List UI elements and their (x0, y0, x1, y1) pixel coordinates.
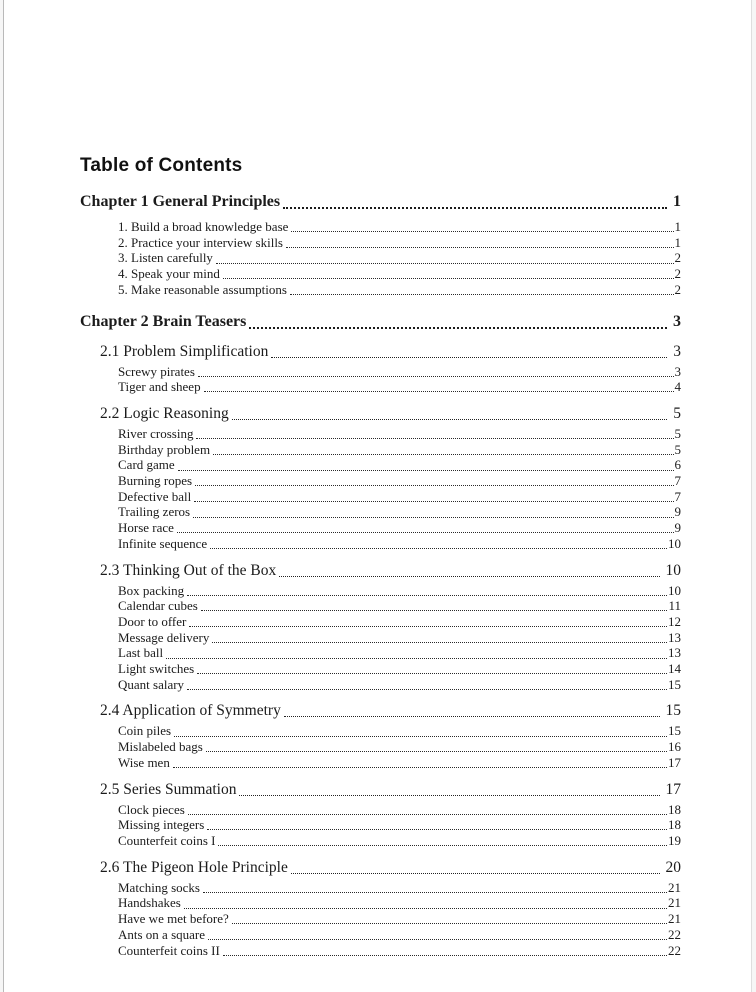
toc-entry-page: 16 (668, 739, 681, 755)
toc-entry-page: 21 (668, 895, 681, 911)
toc-entry-label: Door to offer (118, 613, 187, 629)
dot-leader (208, 939, 667, 940)
toc-entry-page: 10 (668, 582, 681, 598)
toc-entry-label: Horse race (118, 520, 174, 536)
toc-entry-item (80, 219, 681, 235)
toc-entry-label: Light switches (118, 661, 195, 677)
dot-leader (290, 294, 674, 295)
toc-entry-page: 10 (668, 535, 681, 551)
toc-entry-page: 13 (668, 645, 681, 661)
toc-entry-page: 1 (674, 234, 681, 250)
toc-entry-label: Screwy pirates (118, 363, 195, 379)
toc-entry-page: 17 (665, 780, 681, 798)
toc-entry-page: 1 (674, 219, 681, 234)
toc-entry-item (80, 943, 681, 959)
dot-leader (249, 327, 667, 329)
dot-leader (187, 689, 667, 690)
toc-entry-label: 2.1 Problem Simplification (100, 342, 269, 360)
toc-entry-item (80, 723, 681, 739)
toc-entry-item (80, 473, 681, 489)
page-title: Table of Contents (80, 155, 243, 176)
dot-leader (193, 517, 673, 518)
dot-leader (291, 873, 660, 874)
toc-entry-label: Last ball (118, 645, 164, 661)
toc-entry-chapter (80, 311, 681, 333)
toc-entry-page: 13 (668, 629, 681, 645)
toc-entry-page: 7 (674, 488, 681, 504)
toc-entry-label: 2.5 Series Summation (100, 780, 237, 798)
toc-entry-page: 21 (668, 879, 681, 895)
dot-leader (210, 548, 667, 549)
toc-entry-label: Counterfeit coins II (118, 942, 220, 958)
toc-entry-section (80, 341, 681, 362)
toc-entry-page: 2 (674, 266, 681, 282)
dot-leader (223, 278, 674, 279)
toc-entry-label: Clock pieces (118, 801, 185, 817)
toc-entry-page: 19 (668, 832, 681, 848)
toc-entry-label: 3. Listen carefully (118, 250, 213, 266)
toc-entry-item (80, 598, 681, 614)
toc-entry-label: River crossing (118, 425, 194, 441)
toc-entry-label: 2.3 Thinking Out of the Box (100, 561, 277, 579)
toc-entry-label: Trailing zeros (118, 504, 191, 520)
toc-entry-item (80, 630, 681, 646)
toc-entry-label: Burning ropes (118, 473, 193, 489)
dot-leader (184, 908, 667, 909)
dot-leader (216, 263, 674, 264)
toc-entry-section (80, 403, 681, 424)
toc-entry-page: 20 (665, 858, 681, 876)
toc-entry-page: 14 (668, 661, 681, 677)
toc-entry-label: 5. Make reasonable assumptions (118, 281, 287, 297)
toc-entry-item (80, 426, 681, 442)
toc-entry-section (80, 779, 681, 800)
toc-entry-item (80, 927, 681, 943)
dot-leader (223, 955, 667, 956)
toc-entry-page: 22 (668, 926, 681, 942)
toc-entry-page: 5 (673, 404, 681, 422)
toc-entry-label: Birthday problem (118, 441, 211, 457)
dot-leader (204, 391, 674, 392)
toc-entry-page: 15 (665, 702, 681, 720)
toc-entry-item (80, 282, 681, 298)
toc-entry-item (80, 536, 681, 552)
toc-entry-item (80, 520, 681, 536)
toc-entry-item (80, 645, 681, 661)
toc-entry-label: 4. Speak your mind (118, 266, 220, 282)
toc-entry-label: Handshakes (118, 895, 181, 911)
toc-entry-label: Chapter 2 Brain Teasers (80, 312, 247, 330)
toc-entry-label: Tiger and sheep (118, 379, 201, 395)
toc-entry-item (80, 895, 681, 911)
toc-entry-page: 2 (674, 250, 681, 266)
toc-entry-item (80, 583, 681, 599)
toc-entry-item (80, 504, 681, 520)
page-content (80, 0, 681, 992)
toc-entry-label: Coin piles (118, 723, 172, 739)
toc-entry-label: Have we met before? (118, 911, 229, 927)
toc-entry-page: 5 (674, 441, 681, 457)
dot-leader (177, 532, 674, 533)
dot-leader (187, 595, 667, 596)
toc-entry-page: 7 (674, 473, 681, 489)
toc-entry-page: 18 (668, 801, 681, 817)
toc-entry-label: Chapter 1 General Principles (80, 193, 281, 210)
dot-leader (196, 438, 673, 439)
dot-leader (212, 642, 667, 643)
toc-list (80, 191, 681, 958)
toc-entry-page: 3 (674, 363, 681, 379)
toc-entry-label: Infinite sequence (118, 535, 208, 551)
dot-leader (194, 501, 673, 502)
toc-entry-label: Box packing (118, 582, 185, 598)
toc-entry-section (80, 560, 681, 581)
toc-entry-page: 15 (668, 723, 681, 739)
dot-leader (203, 892, 667, 893)
dot-leader (218, 845, 667, 846)
toc-entry-label: Wise men (118, 754, 170, 770)
toc-entry-page: 12 (668, 613, 681, 629)
toc-entry-label: Calendar cubes (118, 598, 198, 614)
toc-entry-label: 2. Practice your interview skills (118, 234, 283, 250)
toc-entry-label: 2.2 Logic Reasoning (100, 404, 229, 422)
toc-entry-page: 1 (673, 193, 681, 210)
dot-leader (207, 829, 667, 830)
toc-entry-page: 9 (674, 504, 681, 520)
dot-leader (291, 231, 673, 232)
toc-entry-page: 18 (668, 817, 681, 833)
toc-entry-page: 15 (668, 676, 681, 692)
toc-entry-item (80, 833, 681, 849)
toc-entry-item (80, 442, 681, 458)
toc-entry-item (80, 364, 681, 380)
toc-entry-item (80, 266, 681, 282)
dot-leader (232, 419, 668, 420)
dot-leader (201, 610, 668, 611)
toc-entry-item (80, 614, 681, 630)
dot-leader (198, 376, 674, 377)
toc-entry-item (80, 802, 681, 818)
dot-leader (232, 923, 667, 924)
toc-entry-label: Message delivery (118, 629, 210, 645)
toc-entry-item (80, 880, 681, 896)
toc-entry-chapter (80, 191, 681, 213)
toc-entry-page: 10 (665, 561, 681, 579)
toc-entry-label: Missing integers (118, 817, 205, 833)
toc-entry-page: 9 (674, 520, 681, 536)
toc-entry-page: 22 (668, 942, 681, 958)
toc-entry-section (80, 700, 681, 721)
dot-leader (239, 795, 659, 796)
toc-entry-item (80, 489, 681, 505)
toc-entry-item (80, 739, 681, 755)
toc-entry-label: Matching socks (118, 879, 200, 895)
toc-entry-label: Quant salary (118, 676, 185, 692)
toc-entry-page: 17 (668, 754, 681, 770)
dot-leader (188, 814, 667, 815)
toc-entry-item (80, 911, 681, 927)
dot-leader (197, 673, 667, 674)
dot-leader (213, 454, 673, 455)
toc-entry-item (80, 457, 681, 473)
toc-entry-label: Ants on a square (118, 926, 206, 942)
toc-entry-section (80, 857, 681, 878)
scanned-document-page (3, 0, 752, 992)
toc-entry-page: 3 (673, 342, 681, 360)
toc-entry-label: Mislabeled bags (118, 739, 203, 755)
toc-entry-item (80, 250, 681, 266)
dot-leader (284, 716, 660, 717)
toc-entry-item (80, 661, 681, 677)
dot-leader (195, 485, 673, 486)
toc-entry-item (80, 677, 681, 693)
toc-entry-label: Defective ball (118, 488, 192, 504)
toc-entry-item (80, 235, 681, 251)
toc-entry-label: Counterfeit coins I (118, 832, 216, 848)
toc-entry-page: 21 (668, 911, 681, 927)
dot-leader (189, 626, 667, 627)
dot-leader (178, 470, 674, 471)
dot-leader (166, 658, 667, 659)
toc-entry-page: 6 (674, 457, 681, 473)
toc-entry-label: 2.6 The Pigeon Hole Principle (100, 858, 288, 876)
dot-leader (174, 736, 667, 737)
dot-leader (286, 247, 674, 248)
toc-entry-page: 3 (673, 312, 681, 330)
toc-entry-label: Card game (118, 457, 175, 473)
toc-entry-item (80, 379, 681, 395)
dot-leader (173, 767, 667, 768)
toc-entry-page: 4 (674, 379, 681, 395)
toc-entry-page: 2 (674, 281, 681, 297)
dot-leader (271, 357, 667, 358)
toc-entry-label: 1. Build a broad knowledge base (118, 219, 289, 234)
toc-entry-label: 2.4 Application of Symmetry (100, 702, 281, 720)
dot-leader (283, 207, 667, 209)
dot-leader (279, 576, 659, 577)
toc-entry-page: 5 (674, 425, 681, 441)
toc-entry-page: 11 (668, 598, 681, 614)
toc-entry-item (80, 755, 681, 771)
dot-leader (206, 751, 667, 752)
toc-entry-item (80, 817, 681, 833)
